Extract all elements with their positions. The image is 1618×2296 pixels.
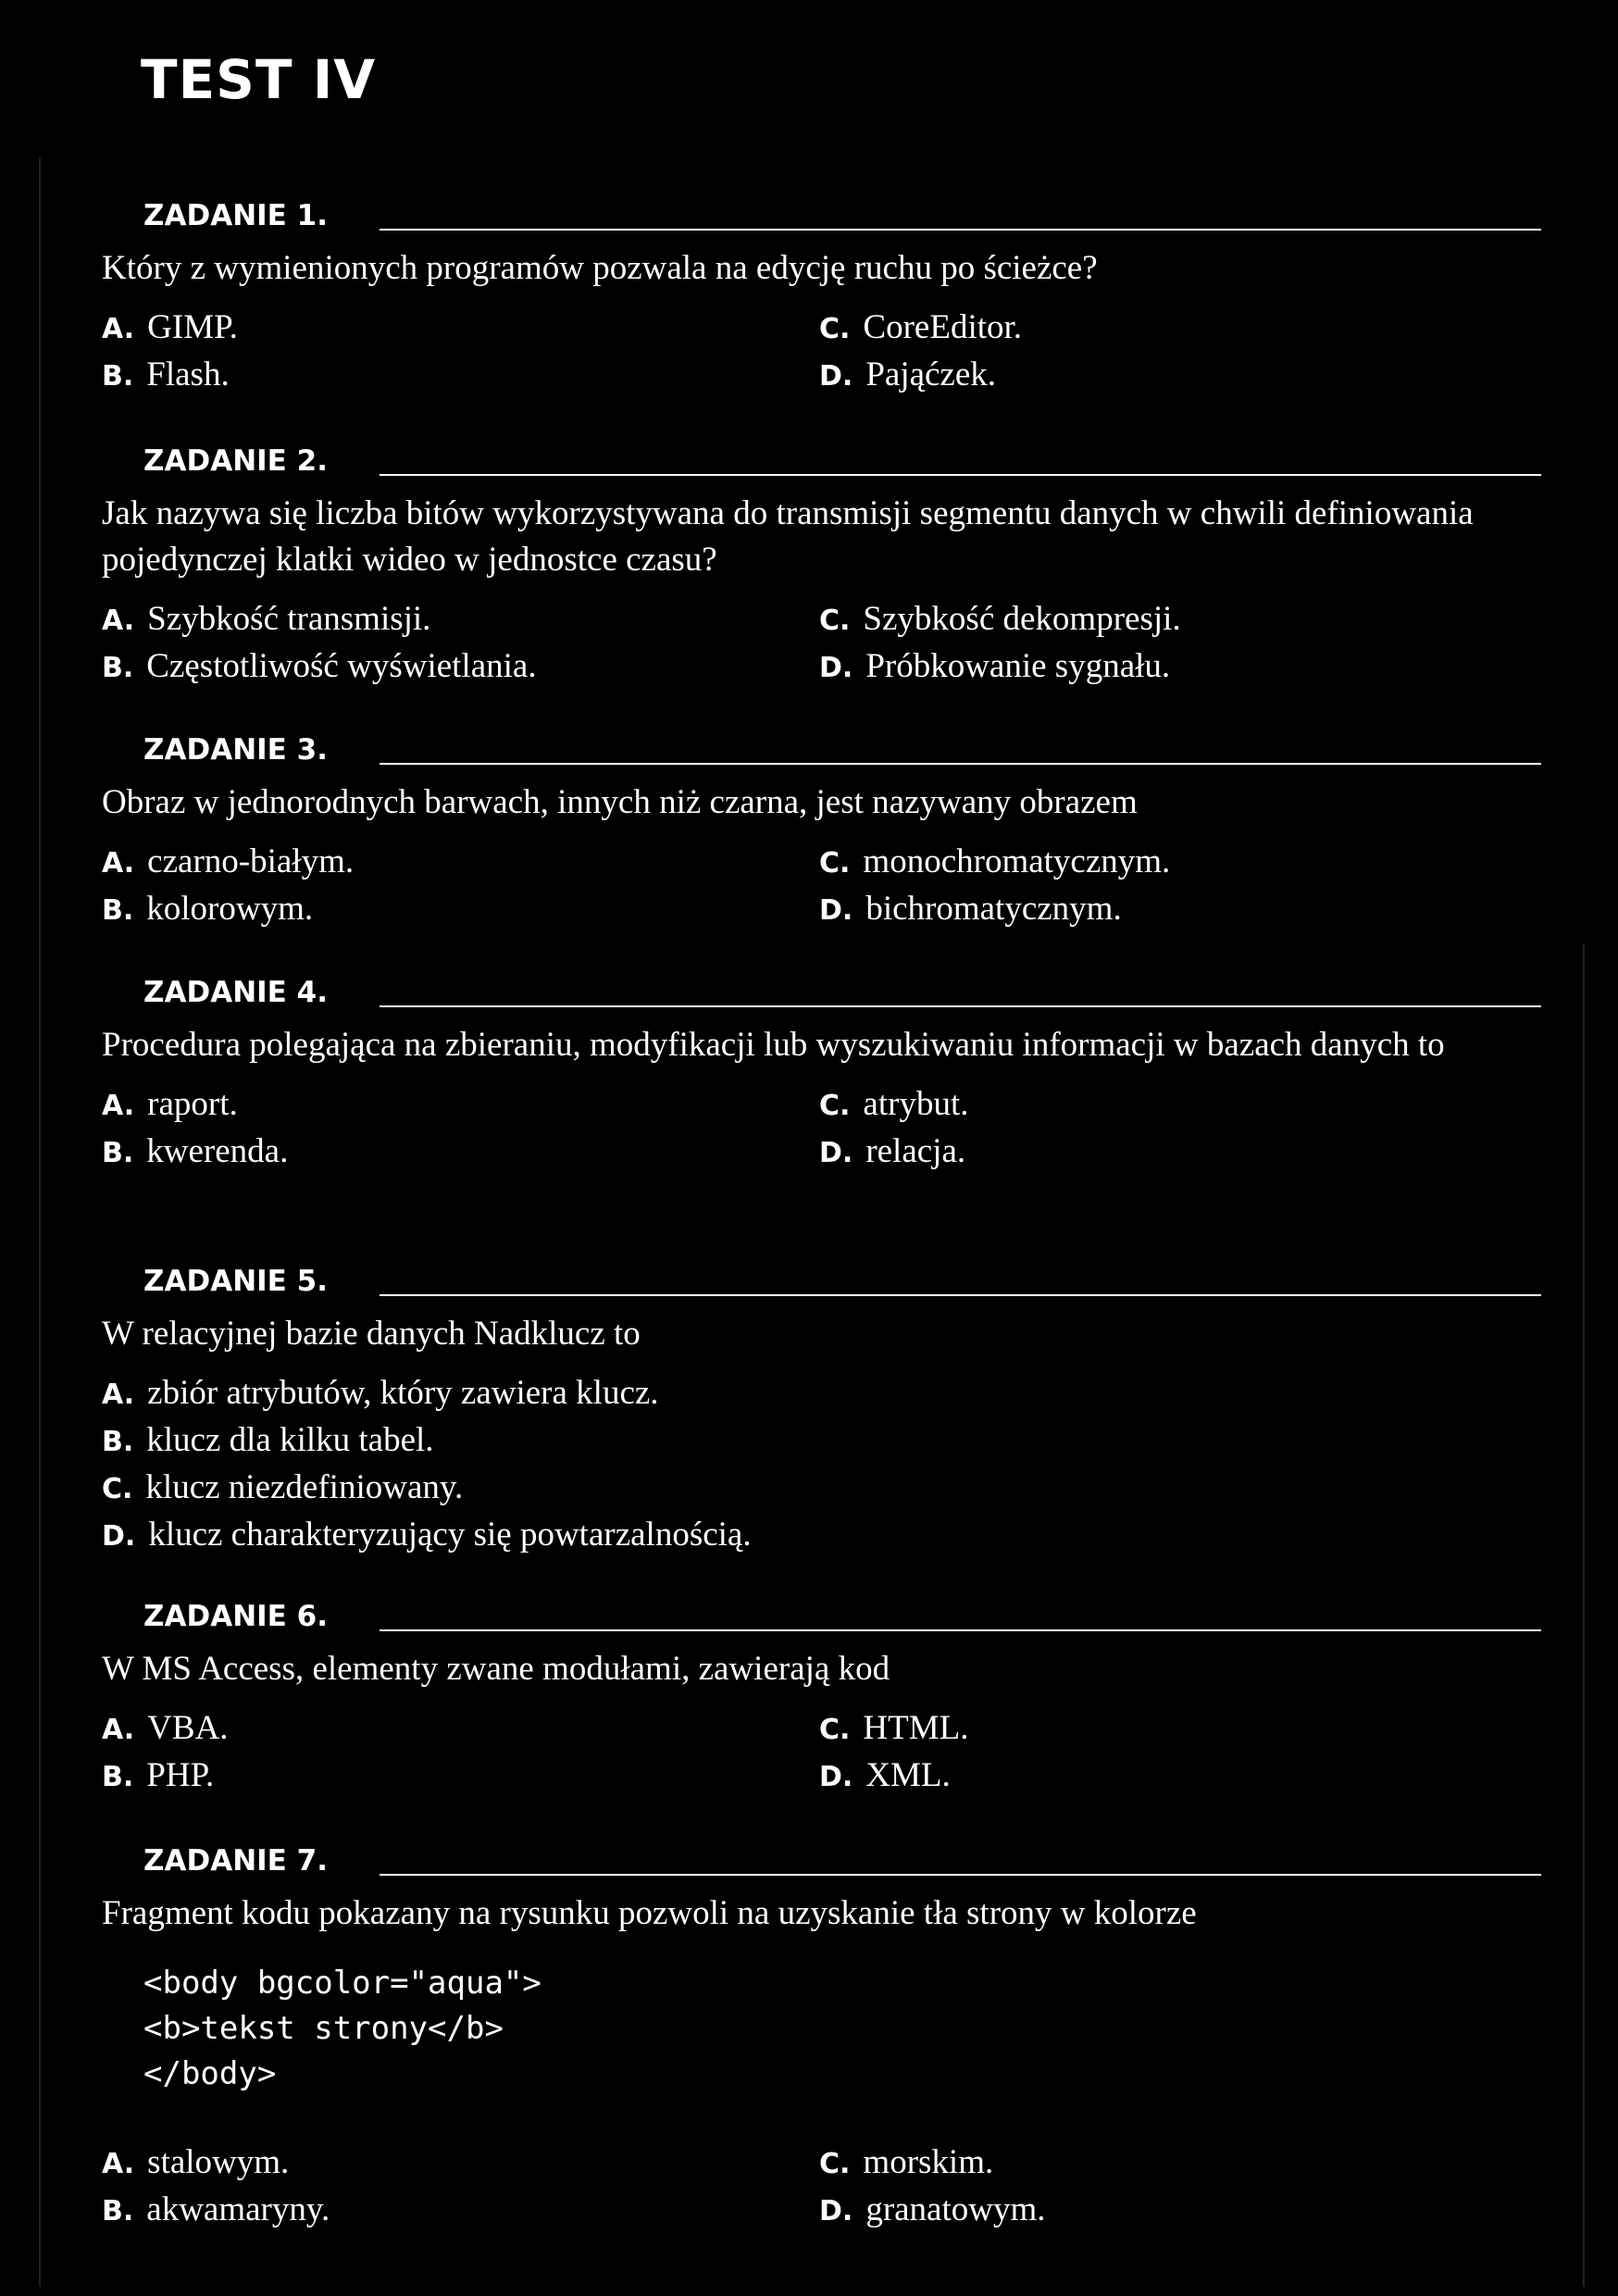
answer-list (102, 1705, 1541, 1800)
answer-option-a[interactable] (102, 1705, 819, 1753)
answer-option-b[interactable] (102, 2187, 819, 2234)
answer-letter: D. (819, 1137, 853, 1169)
answer-option-b[interactable] (102, 643, 819, 691)
answer-text: HTML. (863, 1709, 969, 1747)
task-3 (102, 731, 1541, 933)
task-header (102, 197, 1541, 234)
answer-letter: D. (102, 1520, 136, 1553)
answer-text: XML. (865, 1756, 951, 1794)
answer-text: atrybut. (863, 1085, 969, 1123)
answer-text: Szybkość transmisji. (147, 600, 431, 638)
answer-text: stalowym. (147, 2143, 290, 2181)
question-text: Obraz w jednorodnych barwach, innych niż czarna, jest nazywany obrazem (102, 783, 1138, 821)
task-header (102, 1842, 1541, 1879)
answer-letter: A. (102, 605, 135, 637)
answer-option-d[interactable] (819, 643, 1541, 691)
answer-option-d[interactable] (819, 352, 1541, 399)
answer-list (102, 839, 1541, 933)
task-label: ZADANIE 3. (143, 733, 328, 767)
question-text: W MS Access, elementy zwane modułami, zawierają kod (102, 1650, 890, 1688)
answer-text: relacja. (865, 1132, 966, 1170)
task-rule (380, 1294, 1541, 1296)
answer-letter: A. (102, 1714, 135, 1746)
task-header (102, 731, 1541, 768)
answer-list (102, 1081, 1541, 1176)
answer-text: zbiór atrybutów, który zawiera klucz. (147, 1374, 659, 1412)
code-line: <b>tekst strony</b> (143, 2010, 504, 2047)
task-header (102, 1598, 1541, 1635)
answer-text: morskim. (863, 2143, 994, 2181)
task-header (102, 1263, 1541, 1300)
answer-letter: D. (819, 894, 853, 927)
answer-option-c[interactable] (102, 1465, 1541, 1512)
answer-list (102, 596, 1541, 691)
answer-option-a[interactable] (102, 1370, 1541, 1417)
answer-option-c[interactable] (819, 305, 1541, 352)
answer-text: monochromatycznym. (863, 842, 1171, 880)
answer-text: PHP. (146, 1756, 215, 1794)
answer-letter: C. (819, 847, 851, 880)
answer-letter: B. (102, 894, 134, 927)
answer-option-a[interactable] (102, 839, 819, 886)
answer-text: akwamaryny. (146, 2190, 330, 2228)
task-rule (380, 1629, 1541, 1631)
task-5 (102, 1263, 1541, 1559)
answer-letter: B. (102, 1426, 134, 1458)
answer-option-b[interactable] (102, 1753, 819, 1800)
answer-text: kolorowym. (146, 890, 314, 928)
code-snippet (143, 1961, 1541, 2097)
answer-text: bichromatycznym. (865, 890, 1122, 928)
question-text: Jak nazywa się liczba bitów wykorzystywana do transmisji segmentu danych w chwili definiowania pojedynczej klatki wideo w jednostce czasu? (102, 494, 1474, 579)
task-header (102, 974, 1541, 1011)
answer-letter: D. (819, 1761, 853, 1793)
answer-option-b[interactable] (102, 1129, 819, 1176)
answer-letter: B. (102, 1761, 134, 1793)
question-text: Fragment kodu pokazany na rysunku pozwoli na uzyskanie tła strony w kolorze (102, 1894, 1197, 1932)
answer-option-d[interactable] (819, 1129, 1541, 1176)
answer-option-c[interactable] (819, 2140, 1541, 2187)
answer-letter: B. (102, 652, 134, 684)
task-header (102, 443, 1541, 480)
code-line: </body> (143, 2055, 277, 2092)
answer-text: czarno-białym. (147, 842, 355, 880)
task-4 (102, 974, 1541, 1176)
task-rule (380, 474, 1541, 476)
answer-option-a[interactable] (102, 596, 819, 643)
answer-option-b[interactable] (102, 1417, 1541, 1465)
answer-text: granatowym. (865, 2190, 1046, 2228)
answer-option-a[interactable] (102, 1081, 819, 1129)
answer-letter: D. (819, 360, 853, 393)
task-label: ZADANIE 4. (143, 976, 328, 1009)
answer-option-c[interactable] (819, 1705, 1541, 1753)
question-text: Który z wymienionych programów pozwala na edycję ruchu po ścieżce? (102, 249, 1098, 287)
task-7 (102, 1842, 1541, 2234)
answer-letter: C. (819, 1714, 851, 1746)
answer-list (102, 305, 1541, 399)
answer-text: Flash. (146, 356, 230, 393)
task-label: ZADANIE 7. (143, 1844, 328, 1878)
answer-letter: D. (819, 2195, 853, 2227)
answer-letter: A. (102, 1379, 135, 1411)
task-1 (102, 197, 1541, 399)
answer-letter: C. (819, 2148, 851, 2180)
answer-text: raport. (147, 1085, 238, 1123)
question-text: Procedura polegająca na zbieraniu, modyfikacji lub wyszukiwaniu informacji w bazach danych to (102, 1026, 1445, 1064)
code-line: <body bgcolor="aqua"> (143, 1965, 541, 2002)
task-label: ZADANIE 1. (143, 199, 328, 232)
task-2 (102, 443, 1541, 691)
answer-option-b[interactable] (102, 886, 819, 933)
answer-text: Pająćzek. (865, 356, 997, 393)
answer-letter: A. (102, 313, 135, 345)
answer-letter: C. (102, 1473, 133, 1505)
answer-text: VBA. (147, 1709, 229, 1747)
answer-text: kwerenda. (146, 1132, 289, 1170)
answer-option-c[interactable] (819, 839, 1541, 886)
answer-list (102, 2140, 1541, 2234)
answer-option-d[interactable] (819, 2187, 1541, 2234)
answer-option-b[interactable] (102, 352, 819, 399)
answer-option-c[interactable] (819, 596, 1541, 643)
answer-letter: B. (102, 2195, 134, 2227)
answer-option-c[interactable] (819, 1081, 1541, 1129)
answer-list (102, 1370, 1541, 1559)
page-title: TEST IV (141, 48, 377, 111)
question-text: W relacyjnej bazie danych Nadklucz to (102, 1315, 641, 1353)
scan-edge-left (39, 157, 41, 2287)
answer-option-d[interactable] (819, 886, 1541, 933)
answer-letter: C. (819, 605, 851, 637)
answer-text: klucz niezdefiniowany. (145, 1468, 464, 1506)
scan-edge-right (1583, 944, 1585, 2287)
task-rule (380, 229, 1541, 231)
task-6 (102, 1598, 1541, 1800)
answer-text: CoreEditor. (863, 308, 1023, 346)
answer-letter: A. (102, 2148, 135, 2180)
task-rule (380, 1874, 1541, 1876)
answer-letter: B. (102, 360, 134, 393)
answer-letter: D. (819, 652, 853, 684)
task-rule (380, 763, 1541, 765)
answer-option-d[interactable] (819, 1753, 1541, 1800)
task-label: ZADANIE 2. (143, 444, 328, 478)
answer-text: klucz charakteryzujący się powtarzalnością. (148, 1516, 752, 1554)
answer-letter: C. (819, 1090, 851, 1122)
task-rule (380, 1005, 1541, 1007)
answer-text: Próbkowanie sygnału. (865, 647, 1171, 685)
answer-letter: A. (102, 847, 135, 880)
answer-text: GIMP. (147, 308, 238, 346)
answer-option-d[interactable] (102, 1512, 1541, 1559)
answer-text: Częstotliwość wyświetlania. (146, 647, 537, 685)
task-label: ZADANIE 5. (143, 1265, 328, 1298)
task-label: ZADANIE 6. (143, 1600, 328, 1633)
answer-text: Szybkość dekompresji. (863, 600, 1181, 638)
answer-option-a[interactable] (102, 305, 819, 352)
answer-letter: A. (102, 1090, 135, 1122)
answer-letter: C. (819, 313, 851, 345)
answer-letter: B. (102, 1137, 134, 1169)
answer-option-a[interactable] (102, 2140, 819, 2187)
answer-text: klucz dla kilku tabel. (146, 1421, 434, 1459)
